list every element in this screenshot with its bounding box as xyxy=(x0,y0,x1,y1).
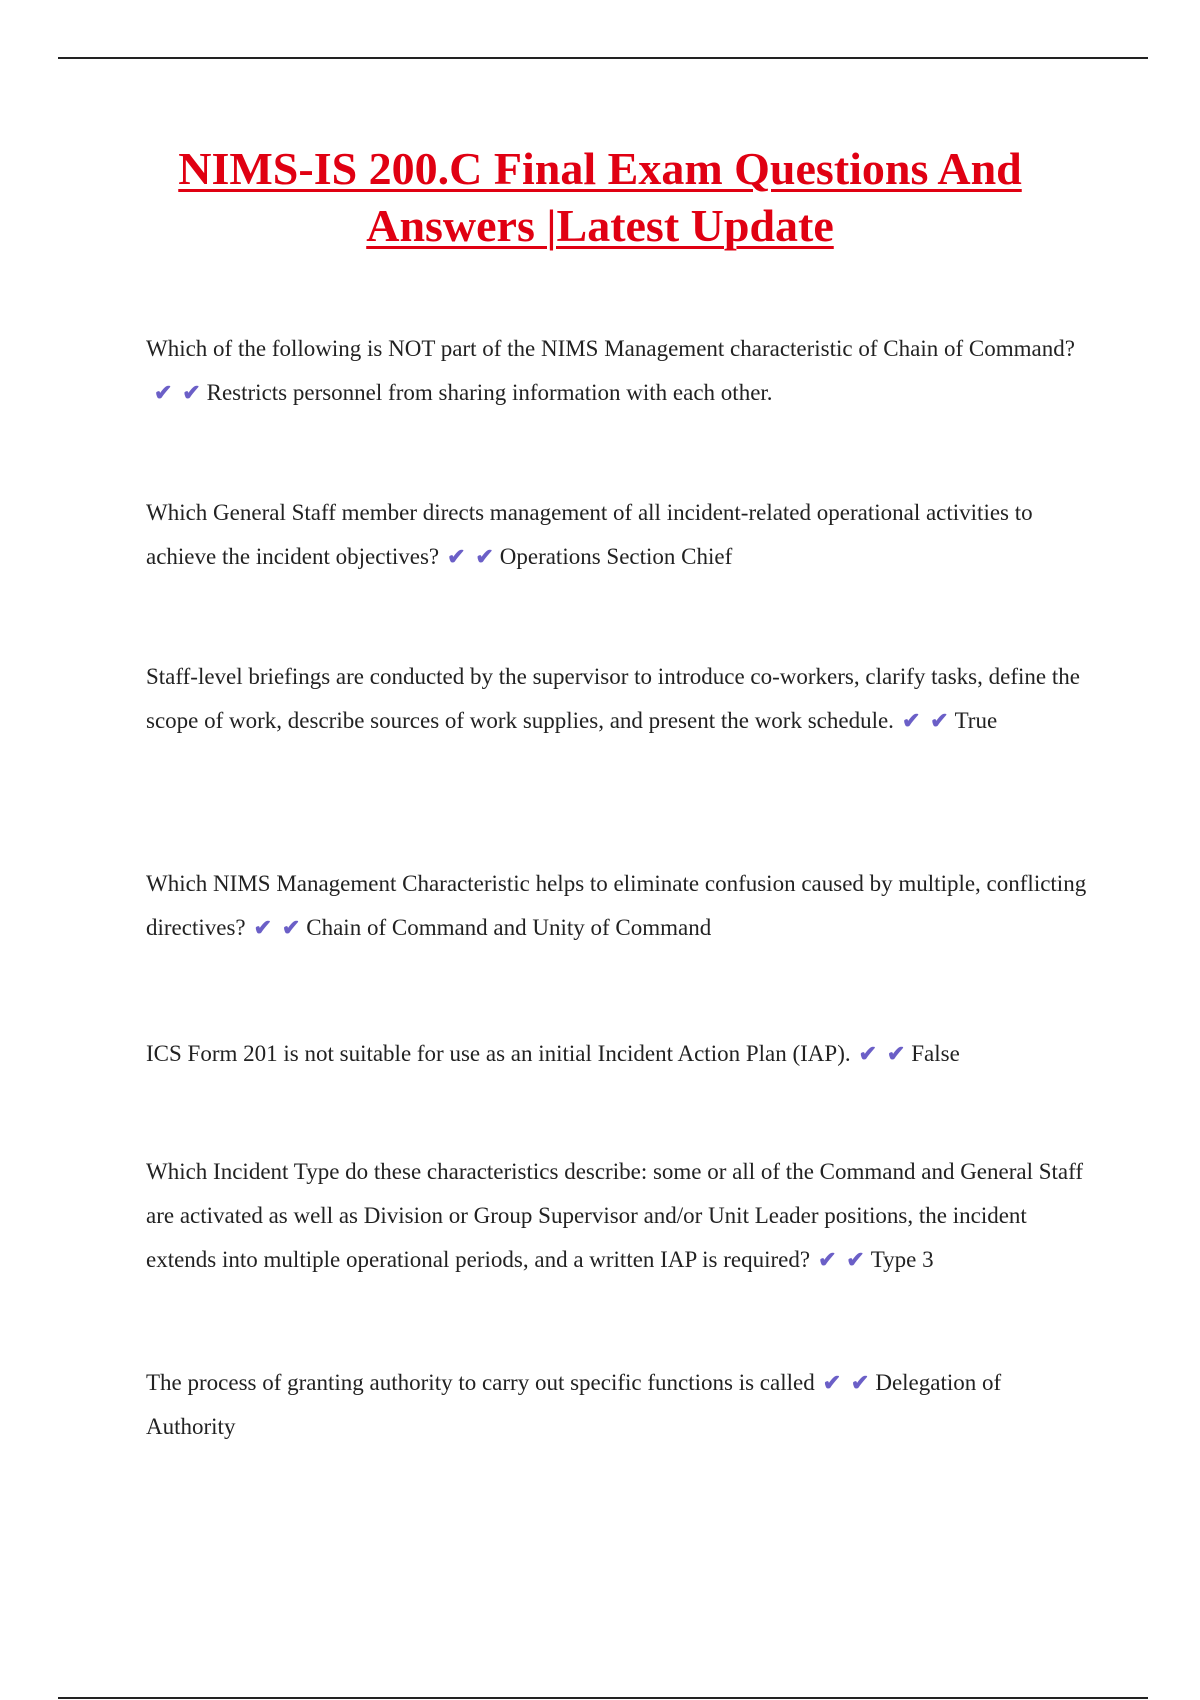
question-text: The process of granting authority to carry out specific functions is called xyxy=(146,1370,815,1395)
answer-marker xyxy=(857,1041,908,1066)
qa-item xyxy=(146,862,1091,950)
checkmark-icon: ✔ xyxy=(858,1041,878,1066)
checkmark-icon: ✔ xyxy=(475,544,494,569)
checkmark-icon: ✔ xyxy=(281,915,301,940)
answer-marker xyxy=(152,380,203,405)
question-text: Which General Staff member directs management of all incident-related operational activities to achieve the incident objectives? xyxy=(146,500,1033,569)
qa-item xyxy=(146,327,1091,415)
checkmark-icon: ✔ xyxy=(901,708,921,733)
checkmark-icon: ✔ xyxy=(182,380,201,405)
answer-marker xyxy=(900,708,951,733)
answer-text: True xyxy=(954,708,998,733)
question-text: Which Incident Type do these characteristics describe: some or all of the Command and General Staff are activated as well as Division or Group Supervisor and/or Unit Leader positions, the incident extends into multiple operational periods, and a written IAP is required? xyxy=(146,1159,1084,1272)
checkmark-icon: ✔ xyxy=(846,1247,865,1272)
answer-marker xyxy=(816,1247,867,1272)
checkmark-icon: ✔ xyxy=(850,1370,870,1395)
checkmark-icon: ✔ xyxy=(447,544,466,569)
qa-item xyxy=(146,655,1091,743)
answer-marker xyxy=(252,915,303,940)
answer-text: Restricts personnel from sharing information with each other. xyxy=(206,380,773,405)
checkmark-icon: ✔ xyxy=(886,1041,906,1066)
checkmark-icon: ✔ xyxy=(154,380,173,405)
answer-text: Operations Section Chief xyxy=(499,544,733,569)
qa-item xyxy=(146,1361,1091,1449)
qa-item xyxy=(146,491,1091,579)
checkmark-icon: ✔ xyxy=(253,915,273,940)
answer-marker xyxy=(445,544,496,569)
title-line-2: Answers |Latest Update xyxy=(366,200,834,251)
qa-item xyxy=(146,1150,1091,1282)
answer-text: Delegation of Authority xyxy=(146,1370,1002,1439)
answer-marker xyxy=(821,1370,872,1395)
question-text: ICS Form 201 is not suitable for use as an initial Incident Action Plan (IAP). xyxy=(146,1041,851,1066)
answer-text: Type 3 xyxy=(870,1247,934,1272)
qa-item xyxy=(146,1032,1091,1076)
question-text: Which NIMS Management Characteristic helps to eliminate confusion caused by multiple, conflicting directives? xyxy=(146,871,1087,940)
answer-text: False xyxy=(911,1041,960,1066)
header-rule xyxy=(58,57,1148,59)
footer-rule xyxy=(58,1697,1148,1699)
checkmark-icon: ✔ xyxy=(930,708,949,733)
checkmark-icon: ✔ xyxy=(818,1247,837,1272)
document-title xyxy=(100,140,1100,254)
title-line-1: NIMS-IS 200.C Final Exam Questions And xyxy=(178,143,1022,194)
answer-text: Chain of Command and Unity of Command xyxy=(306,915,712,940)
question-text: Which of the following is NOT part of the NIMS Management characteristic of Chain of Command? xyxy=(146,336,1075,361)
question-text: Staff-level briefings are conducted by the supervisor to introduce co-workers, clarify tasks, define the scope of work, describe sources of work supplies, and present the work schedule. xyxy=(146,664,1080,733)
checkmark-icon: ✔ xyxy=(822,1370,842,1395)
